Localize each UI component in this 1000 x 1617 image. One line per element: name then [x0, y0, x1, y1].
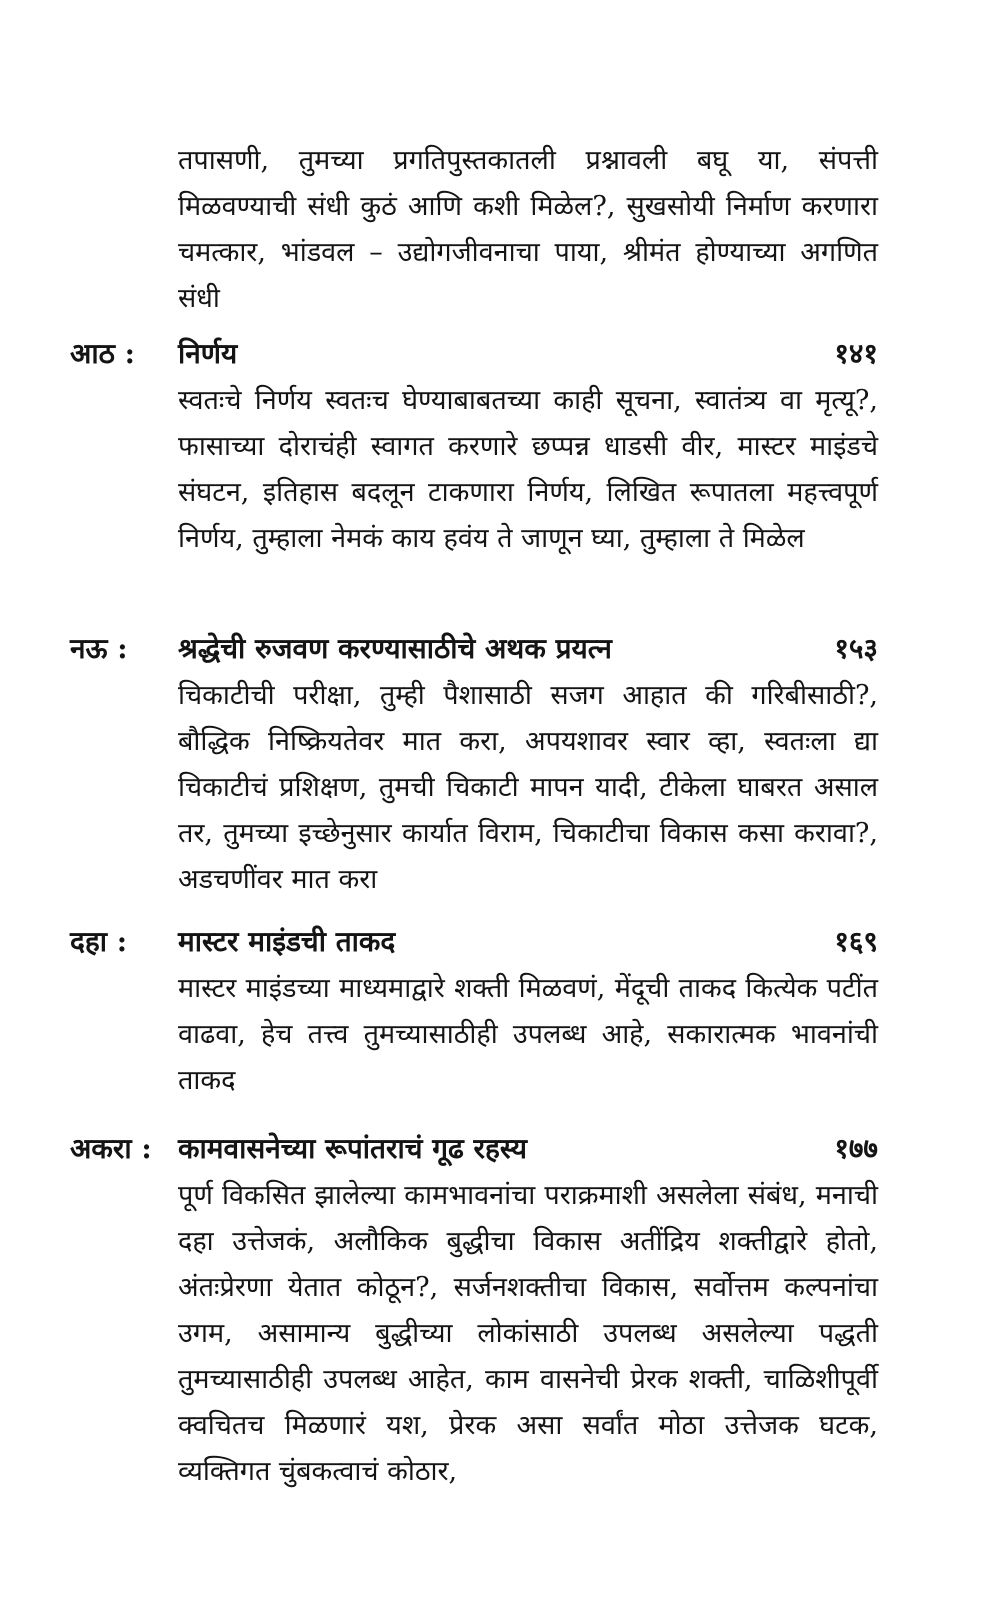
chapter-heading	[0, 625, 1000, 673]
chapter-title: कामवासनेच्या रूपांतराचं गूढ रहस्य	[178, 1132, 527, 1165]
chapter-heading	[0, 330, 1000, 378]
chapter-entry-11	[0, 1125, 1000, 1495]
chapter-heading	[0, 1125, 1000, 1173]
chapter-title: निर्णय	[178, 337, 238, 370]
chapter-entry-9	[0, 625, 1000, 903]
previous-chapter-continuation: तपासणी, तुमच्या प्रगतिपुस्तकातली प्रश्नावली बघू या, संपत्ती मिळवण्याची संधी कुठं आणि कशी मिळेल?, सुखसोयी निर्माण करणारा चमत्कार, भांडवल – उद्योगजीवनाचा पाया, श्रीमंत होण्याच्या अगणित संधी	[178, 145, 878, 314]
chapter-page-number: १६९	[834, 925, 878, 958]
chapter-title: श्रद्धेची रुजवण करण्यासाठीचे अथक प्रयत्न	[178, 632, 612, 665]
chapter-topics: स्वतःचे निर्णय स्वतःच घेण्याबाबतच्या काही सूचना, स्वातंत्र्य वा मृत्यू?, फासाच्या दोराचंही स्वागत करणारे छप्पन्न धाडसी वीर, मास्टर माइंडचे संघटन, इतिहास बदलून टाकणारा निर्णय, लिखित रूपातला महत्त्वपूर्ण निर्णय, तुम्हाला नेमकं काय हवंय ते जाणून घ्या, तुम्हाला ते मिळेल	[178, 385, 878, 554]
chapter-topics: चिकाटीची परीक्षा, तुम्ही पैशासाठी सजग आहात की गरिबीसाठी?, बौद्धिक निष्क्रियतेवर मात करा, अपयशावर स्वार व्हा, स्वतःला द्या चिकाटीचं प्रशिक्षण, तुमची चिकाटी मापन यादी, टीकेला घाबरत असाल तर, तुमच्या इच्छेनुसार कार्यात विराम, चिकाटीचा विकास कसा करावा?, अडचणींवर मात करा	[178, 680, 878, 895]
chapter-number: नऊ :	[70, 632, 128, 665]
chapter-entry-8	[0, 330, 1000, 562]
chapter-page-number: १५३	[834, 632, 878, 665]
chapter-number: अकरा :	[70, 1132, 152, 1165]
chapter-topics: पूर्ण विकसित झालेल्या कामभावनांचा पराक्रमाशी असलेला संबंध, मनाची दहा उत्तेजकं, अलौकिक बुद्धीचा विकास अतींद्रिय शक्तीद्वारे होतो, अंतःप्रेरणा येतात कोठून?, सर्जनशक्तीचा विकास, सर्वोत्तम कल्पनांचा उगम, असामान्य बुद्धीच्या लोकांसाठी उपलब्ध असलेल्या पद्धती तुमच्यासाठीही उपलब्ध आहेत, काम वासनेची प्रेरक शक्ती, चाळिशीपूर्वी क्वचितच मिळणारं यश, प्रेरक असा सर्वांत मोठा उत्तेजक घटक, व्यक्तिगत चुंबकत्वाचं कोठार,	[178, 1180, 878, 1487]
chapter-number: दहा :	[70, 925, 128, 958]
chapter-heading	[0, 918, 1000, 966]
chapter-title: मास्टर माइंडची ताकद	[178, 925, 396, 958]
chapter-topics: मास्टर माइंडच्या माध्यमाद्वारे शक्ती मिळवणं, मेंदूची ताकद कित्येक पटींत वाढवा, हेच तत्त्व तुमच्यासाठीही उपलब्ध आहे, सकारात्मक भावनांची ताकद	[178, 973, 878, 1096]
chapter-page-number: १७७	[834, 1132, 878, 1165]
chapter-page-number: १४१	[834, 337, 878, 370]
chapter-entry-10	[0, 918, 1000, 1104]
chapter-number: आठ :	[70, 337, 135, 370]
